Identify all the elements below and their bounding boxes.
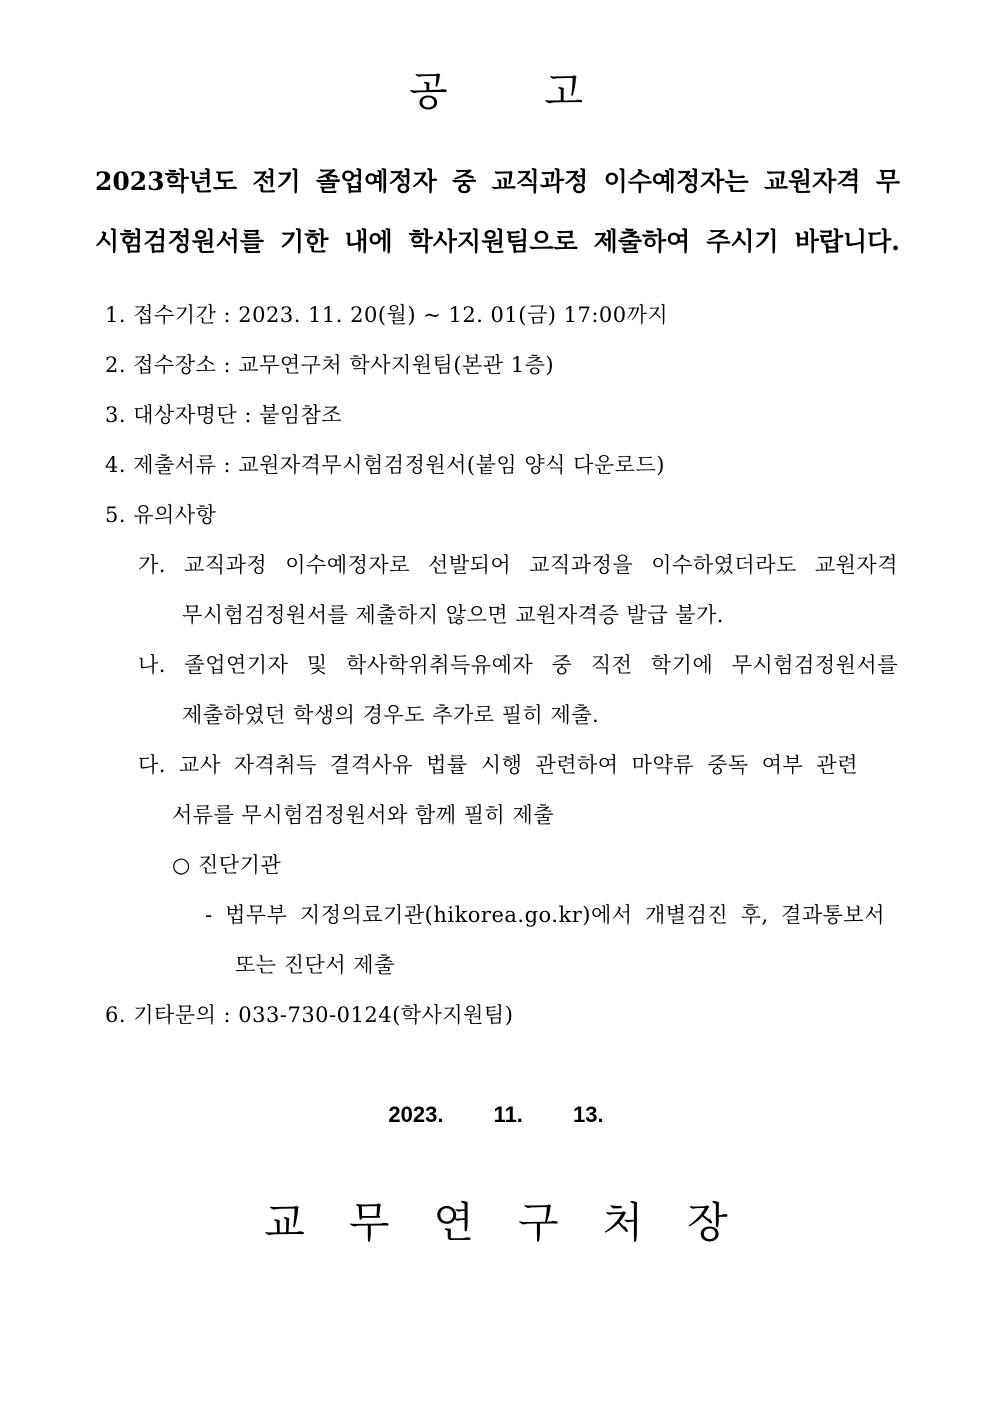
note-na-line-1: 나. 졸업연기자 및 학사학위취득유예자 중 직전 학기에 무시험검정원서를 bbox=[138, 653, 898, 677]
notice-lead-line-2: 시험검정원서를 기한 내에 학사지원팀으로 제출하여 주시기 바랍니다. bbox=[95, 227, 900, 256]
notice-lead-line-1: 2023학년도 전기 졸업예정자 중 교직과정 이수예정자는 교원자격 무 bbox=[95, 167, 900, 196]
item-reception-period: 1. 접수기간 : 2023. 11. 20(월) ~ 12. 01(금) 17:00까지 bbox=[105, 303, 669, 327]
note-na-line-2: 제출하였던 학생의 경우도 추가로 필히 제출. bbox=[182, 703, 600, 727]
item-documents: 4. 제출서류 : 교원자격무시험검정원서(붙임 양식 다운로드) bbox=[105, 453, 665, 477]
item-reception-place: 2. 접수장소 : 교무연구처 학사지원팀(본관 1층) bbox=[105, 353, 555, 377]
note-da-line-1: 다. 교사 자격취득 결격사유 법률 시행 관련하여 마약류 중독 여부 관련 bbox=[138, 753, 858, 777]
note-ga-line-2: 무시험검정원서를 제출하지 않으면 교원자격증 발급 불가. bbox=[182, 603, 724, 627]
item-inquiry: 6. 기타문의 : 033-730-0124(학사지원팀) bbox=[105, 1003, 514, 1027]
item-target-list: 3. 대상자명단 : 붙임참조 bbox=[105, 403, 343, 427]
item-notes-heading: 5. 유의사항 bbox=[105, 503, 217, 527]
note-dash-line-1: - 법무부 지정의료기관(hikorea.go.kr)에서 개별검진 후, 결과통보서 bbox=[205, 903, 885, 927]
note-diagnosis-institution: ○ 진단기관 bbox=[172, 853, 282, 877]
note-ga-line-1: 가. 교직과정 이수예정자로 선발되어 교직과정을 이수하였더라도 교원자격 bbox=[138, 553, 898, 577]
note-da-line-2: 서류를 무시험검정원서와 함께 필히 제출 bbox=[172, 803, 555, 827]
note-dash-line-2: 또는 진단서 제출 bbox=[235, 953, 395, 977]
notice-title: 공 고 bbox=[409, 69, 625, 115]
notice-date: 2023. 11. 13. bbox=[388, 1102, 604, 1127]
notice-signer: 교무연구처장 bbox=[264, 1198, 772, 1247]
